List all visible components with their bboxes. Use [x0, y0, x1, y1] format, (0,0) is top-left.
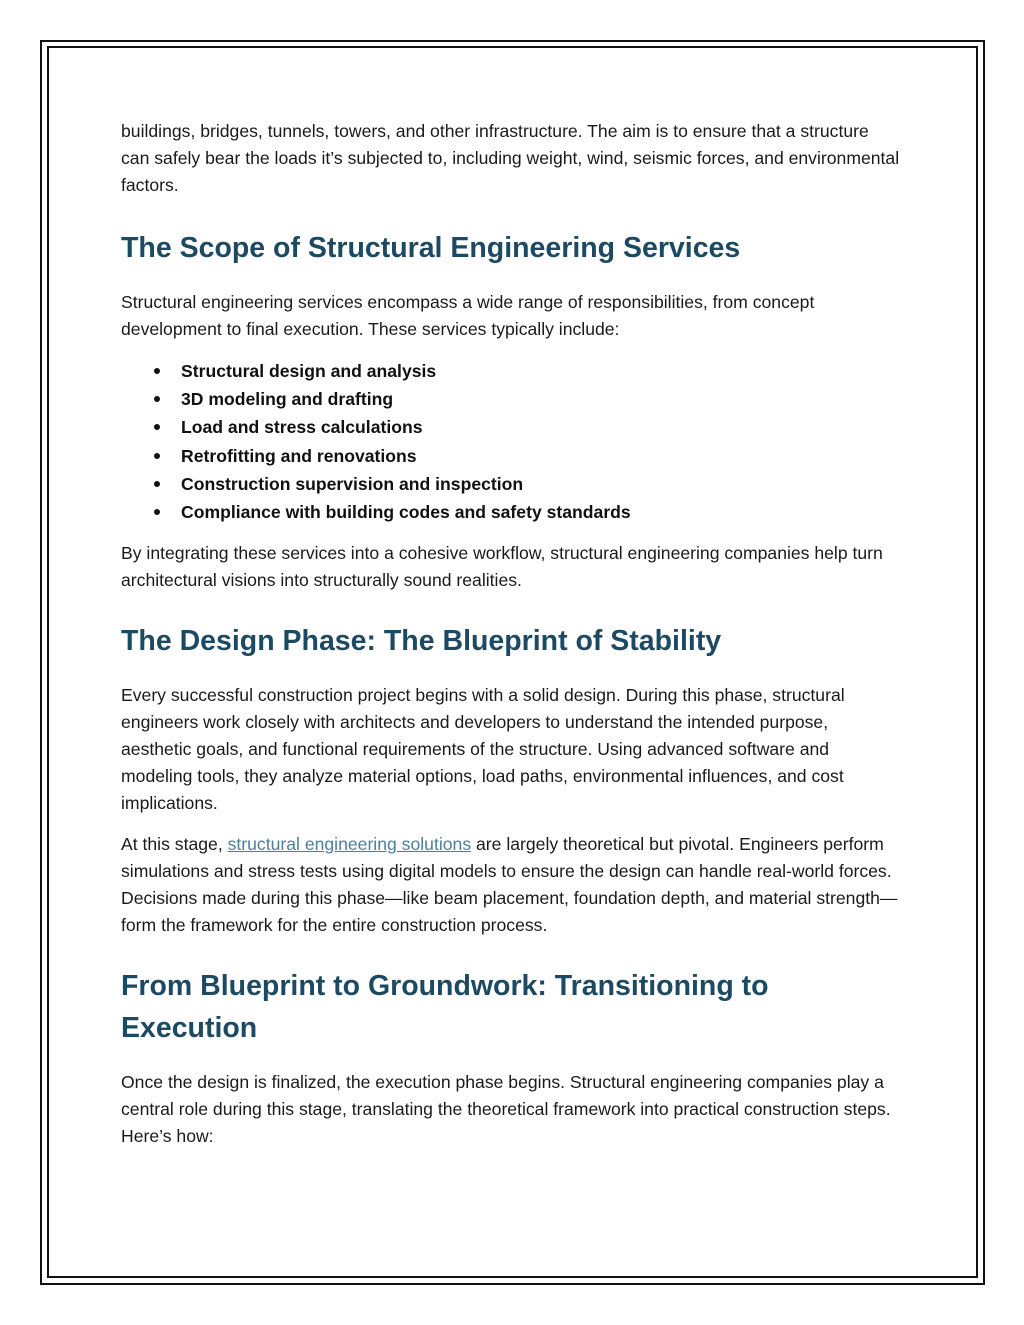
list-item	[121, 385, 901, 413]
design-paragraph-2	[121, 831, 901, 939]
list-item	[121, 442, 901, 470]
groundwork-heading: From Blueprint to Groundwork: Transitioning to Execution	[121, 970, 769, 1045]
list-item	[121, 413, 901, 441]
list-item	[121, 470, 901, 498]
design-paragraph-2-prefix: At this stage,	[121, 834, 228, 855]
list-item-label: Retrofitting and renovations	[181, 445, 417, 466]
bullet-icon	[154, 368, 160, 374]
scope-closing-paragraph: By integrating these services into a cohesive workflow, structural engineering companies help turn architectural visions into structurally sound realities.	[121, 543, 883, 591]
bullet-icon	[154, 509, 160, 515]
bullet-icon	[154, 396, 160, 402]
design-heading: The Design Phase: The Blueprint of Stability	[121, 625, 722, 658]
list-item	[121, 357, 901, 385]
list-item-label: Structural design and analysis	[181, 361, 437, 381]
list-item-label: Construction supervision and inspection	[181, 473, 524, 494]
list-item-label: Compliance with building codes and safety standards	[181, 502, 631, 523]
list-item-label: 3D modeling and drafting	[181, 389, 394, 410]
bullet-icon	[154, 481, 160, 487]
services-list	[121, 357, 901, 526]
structural-engineering-solutions-link[interactable]: structural engineering solutions	[227, 834, 472, 855]
bullet-icon	[154, 424, 160, 430]
scope-heading: The Scope of Structural Engineering Services	[121, 232, 741, 264]
design-paragraph-1: Every successful construction project begins with a solid design. During this phase, structural engineers work closely with architects and developers to understand the intended purpose, aesthetic goals, and functional requirements of the structure. Using advanced software and modeling tools, they analyze material options, load paths, environmental influences, and cost implications.	[121, 685, 845, 814]
intro-paragraph: buildings, bridges, tunnels, towers, and other infrastructure. The aim is to ensure that a structure can safely bear the loads it’s subjected to, including weight, wind, seismic forces, and environmental factors.	[121, 121, 900, 195]
document-body	[121, 118, 901, 1164]
list-item-label: Load and stress calculations	[181, 417, 423, 438]
groundwork-paragraph-1: Once the design is finalized, the execution phase begins. Structural engineering companies play a central role during this stage, translating the theoretical framework into practical construction steps. Here’s how:	[121, 1072, 891, 1147]
scope-lead-paragraph: Structural engineering services encompass a wide range of responsibilities, from concept development to final execution. These services typically include:	[121, 292, 815, 339]
design-paragraph-2-suffix: are largely theoretical but pivotal. Engineers perform simulations and stress tests using digital models to ensure the design can handle real-world forces. Decisions made during this phase—like beam placement, foundation depth, and material strength—form the framework for the entire construction process.	[121, 834, 898, 936]
list-item	[121, 498, 901, 526]
bullet-icon	[154, 453, 160, 459]
